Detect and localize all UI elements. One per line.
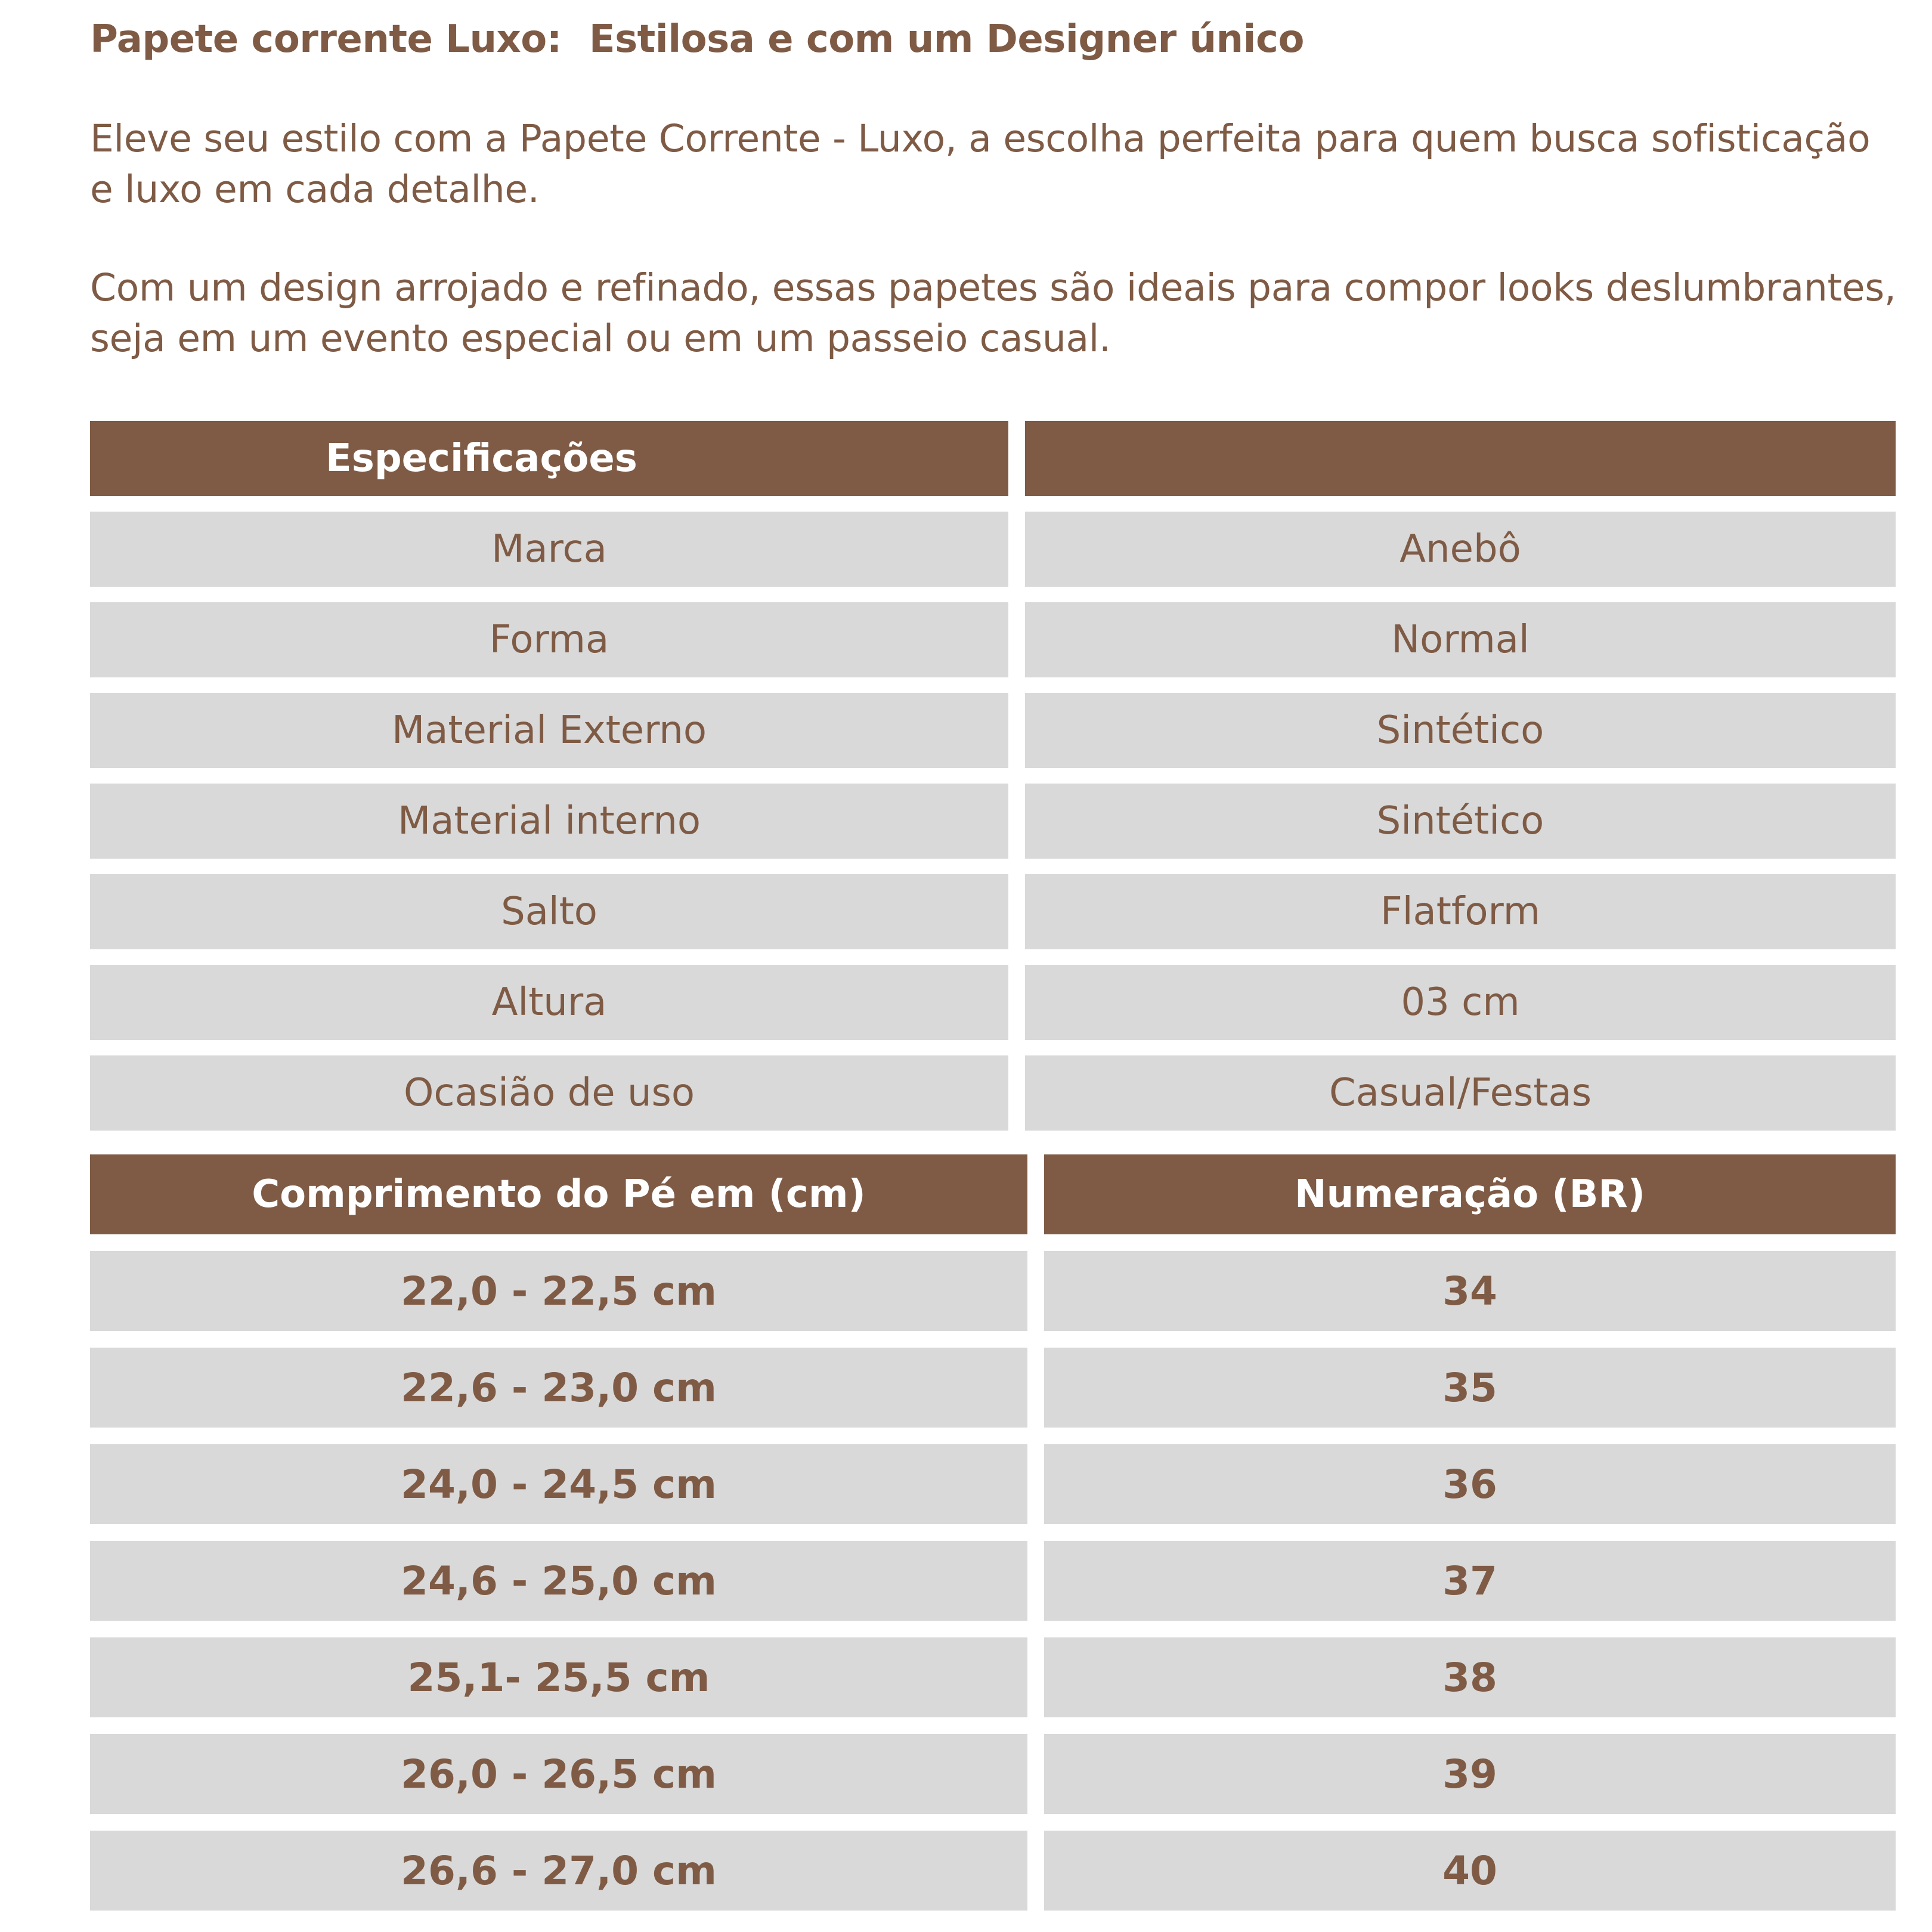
br-size: 37 bbox=[1044, 1541, 1896, 1621]
table-row bbox=[90, 1251, 1896, 1331]
foot-length: 22,6 - 23,0 cm bbox=[90, 1348, 1027, 1428]
table-row bbox=[90, 1734, 1896, 1814]
size-header-number: Numeração (BR) bbox=[1044, 1154, 1896, 1234]
table-row bbox=[90, 602, 1896, 677]
size-header-length: Comprimento do Pé em (cm) bbox=[90, 1154, 1027, 1234]
table-row bbox=[90, 1541, 1896, 1621]
table-row bbox=[90, 1348, 1896, 1428]
foot-length: 22,0 - 22,5 cm bbox=[90, 1251, 1027, 1331]
subtitle-text: Estilosa e com um Designer único bbox=[589, 17, 1304, 61]
br-size: 36 bbox=[1044, 1444, 1896, 1524]
spec-value: Sintético bbox=[1025, 693, 1896, 768]
spec-label: Salto bbox=[90, 874, 1008, 949]
table-row bbox=[90, 1831, 1896, 1911]
spec-label: Material interno bbox=[90, 784, 1008, 859]
foot-length: 24,0 - 24,5 cm bbox=[90, 1444, 1027, 1524]
table-row bbox=[90, 1637, 1896, 1717]
foot-length: 25,1- 25,5 cm bbox=[90, 1637, 1027, 1717]
spec-value: Flatform bbox=[1025, 874, 1896, 949]
spec-label: Marca bbox=[90, 512, 1008, 587]
page-title bbox=[90, 16, 1304, 63]
br-size: 39 bbox=[1044, 1734, 1896, 1814]
spec-value: Normal bbox=[1025, 602, 1896, 677]
table-row bbox=[90, 512, 1896, 587]
table-row bbox=[90, 1055, 1896, 1131]
size-table bbox=[90, 1154, 1896, 1911]
size-header-row bbox=[90, 1154, 1896, 1234]
title-text: Papete corrente Luxo: bbox=[90, 17, 562, 61]
spec-label: Forma bbox=[90, 602, 1008, 677]
spec-label: Ocasião de uso bbox=[90, 1055, 1008, 1131]
spec-value: Anebô bbox=[1025, 512, 1896, 587]
spec-header-row bbox=[90, 421, 1896, 496]
foot-length: 26,6 - 27,0 cm bbox=[90, 1831, 1027, 1911]
spec-value: 03 cm bbox=[1025, 965, 1896, 1040]
spec-header-label: Especificações bbox=[90, 421, 1008, 496]
foot-length: 26,0 - 26,5 cm bbox=[90, 1734, 1027, 1814]
br-size: 38 bbox=[1044, 1637, 1896, 1717]
design-paragraph: Com um design arrojado e refinado, essas papetes são ideais para compor looks deslumbrantes, seja em um evento especial ou em um passeio casual. bbox=[90, 266, 1896, 360]
table-row bbox=[90, 693, 1896, 768]
specifications-table bbox=[90, 421, 1896, 1131]
table-row bbox=[90, 784, 1896, 859]
spec-label: Altura bbox=[90, 965, 1008, 1040]
br-size: 40 bbox=[1044, 1831, 1896, 1911]
spec-value: Sintético bbox=[1025, 784, 1896, 859]
spec-label: Material Externo bbox=[90, 693, 1008, 768]
spec-header-value bbox=[1025, 421, 1896, 496]
table-row bbox=[90, 1444, 1896, 1524]
table-row bbox=[90, 965, 1896, 1040]
br-size: 34 bbox=[1044, 1251, 1896, 1331]
br-size: 35 bbox=[1044, 1348, 1896, 1428]
table-row bbox=[90, 874, 1896, 949]
foot-length: 24,6 - 25,0 cm bbox=[90, 1541, 1027, 1621]
intro-paragraph: Eleve seu estilo com a Papete Corrente - Luxo, a escolha perfeita para quem busca sofisticação e luxo em cada detalhe. bbox=[90, 117, 1871, 211]
spec-value: Casual/Festas bbox=[1025, 1055, 1896, 1131]
